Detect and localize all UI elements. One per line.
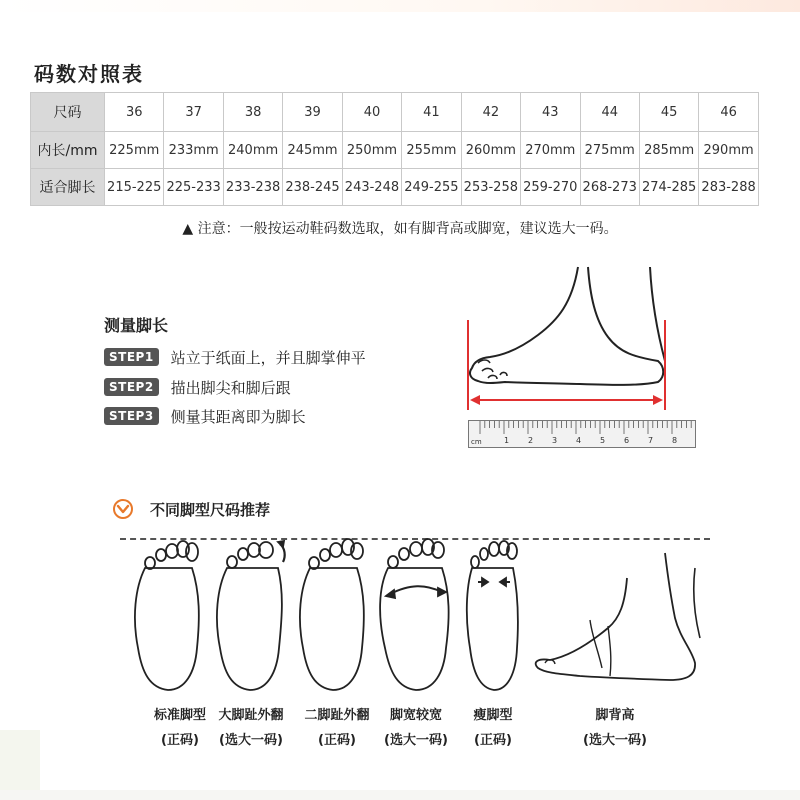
foot-types-illustration bbox=[120, 538, 720, 698]
table-cell: 255mm bbox=[402, 132, 461, 169]
table-cell: 275mm bbox=[580, 132, 639, 169]
table-cell: 215-225 bbox=[105, 169, 164, 206]
table-cell: 36 bbox=[105, 93, 164, 132]
step-badge: STEP2 bbox=[104, 378, 159, 396]
foot-type-advice: (正码) bbox=[474, 733, 512, 748]
ruler-number: 1 bbox=[504, 436, 510, 445]
second-toe-foot-icon bbox=[300, 539, 364, 690]
table-cell: 233mm bbox=[164, 132, 223, 169]
table-cell: 270mm bbox=[521, 132, 580, 169]
row-header: 适合脚长 bbox=[31, 169, 105, 206]
table-cell: 225mm bbox=[105, 132, 164, 169]
table-cell: 44 bbox=[580, 93, 639, 132]
wide-foot-icon bbox=[380, 539, 449, 690]
ruler-number: 5 bbox=[600, 436, 606, 445]
table-cell: 42 bbox=[461, 93, 520, 132]
table-cell: 245mm bbox=[283, 132, 342, 169]
table-row bbox=[31, 169, 759, 206]
arrow-right-head bbox=[653, 395, 663, 405]
table-cell: 240mm bbox=[223, 132, 282, 169]
table-row bbox=[31, 132, 759, 169]
table-cell: 283-288 bbox=[699, 169, 758, 206]
ruler-number: 8 bbox=[672, 436, 678, 445]
size-note: ▲ 注意：一般按运动鞋码数选取，如有脚背高或脚宽，建议选大一码。 bbox=[182, 221, 618, 237]
step-badge: STEP1 bbox=[104, 348, 159, 366]
table-cell: 250mm bbox=[342, 132, 401, 169]
foot-type-advice: (选大一码) bbox=[219, 733, 283, 748]
recommend-title: 不同脚型尺码推荐 bbox=[150, 501, 271, 519]
table-cell: 290mm bbox=[699, 132, 758, 169]
foot-type-label: 标准脚型 bbox=[153, 708, 206, 723]
foot-type-label: 瘦脚型 bbox=[473, 708, 513, 723]
measure-title: 测量脚长 bbox=[104, 316, 169, 335]
table-row bbox=[31, 93, 759, 132]
bottom-band bbox=[0, 790, 800, 800]
arrow-left-head bbox=[470, 395, 480, 405]
table-cell: 249-255 bbox=[402, 169, 461, 206]
foot-type-advice: (正码) bbox=[318, 733, 356, 748]
slim-foot-icon bbox=[467, 541, 518, 690]
table-cell: 38 bbox=[223, 93, 282, 132]
chevron-badge-icon bbox=[112, 498, 134, 520]
table-cell: 285mm bbox=[639, 132, 698, 169]
step-text: 站立于纸面上，并且脚掌伸平 bbox=[170, 348, 366, 367]
table-cell: 259-270 bbox=[521, 169, 580, 206]
table-cell: 225-233 bbox=[164, 169, 223, 206]
step-2 bbox=[104, 376, 291, 398]
table-cell: 46 bbox=[699, 93, 758, 132]
foot-type-advice: (选大一码) bbox=[384, 733, 448, 748]
ruler-icon bbox=[468, 420, 696, 448]
table-cell: 274-285 bbox=[639, 169, 698, 206]
table-cell: 37 bbox=[164, 93, 223, 132]
top-gradient-bar bbox=[0, 0, 800, 12]
ruler-number: 2 bbox=[528, 436, 534, 445]
ruler-number: 6 bbox=[624, 436, 630, 445]
table-cell: 233-238 bbox=[223, 169, 282, 206]
table-cell: 40 bbox=[342, 93, 401, 132]
table-cell: 253-258 bbox=[461, 169, 520, 206]
high-instep-foot-icon bbox=[536, 553, 700, 680]
foot-type-label: 脚宽较宽 bbox=[389, 708, 442, 723]
table-cell: 268-273 bbox=[580, 169, 639, 206]
table-cell: 238-245 bbox=[283, 169, 342, 206]
foot-type-advice: (正码) bbox=[161, 733, 199, 748]
foot-type-label: 脚背高 bbox=[595, 708, 635, 723]
row-header: 内长/mm bbox=[31, 132, 105, 169]
ruler-number: 7 bbox=[648, 436, 654, 445]
table-cell: 43 bbox=[521, 93, 580, 132]
table-cell: 41 bbox=[402, 93, 461, 132]
standard-foot-icon bbox=[135, 541, 199, 690]
table-cell: 45 bbox=[639, 93, 698, 132]
page-title: 码数对照表 bbox=[34, 62, 144, 86]
foot-type-label: 大脚趾外翻 bbox=[218, 708, 284, 723]
step-badge: STEP3 bbox=[104, 407, 159, 425]
size-chart-table bbox=[30, 92, 759, 206]
step-1 bbox=[104, 346, 366, 368]
foot-type-advice: (选大一码) bbox=[583, 733, 647, 748]
foot-type-label: 二脚趾外翻 bbox=[304, 708, 370, 723]
bunion-foot-icon bbox=[217, 541, 285, 690]
ruler-unit: cm bbox=[471, 438, 482, 446]
step-text: 描出脚尖和脚后跟 bbox=[170, 378, 291, 397]
ruler-number: 4 bbox=[576, 436, 582, 445]
table-cell: 243-248 bbox=[342, 169, 401, 206]
step-text: 侧量其距离即为脚长 bbox=[170, 407, 306, 426]
table-cell: 260mm bbox=[461, 132, 520, 169]
step-3 bbox=[104, 405, 306, 427]
table-cell: 39 bbox=[283, 93, 342, 132]
row-header: 尺码 bbox=[31, 93, 105, 132]
foot-side-illustration bbox=[460, 265, 680, 415]
ruler-number: 3 bbox=[552, 436, 558, 445]
